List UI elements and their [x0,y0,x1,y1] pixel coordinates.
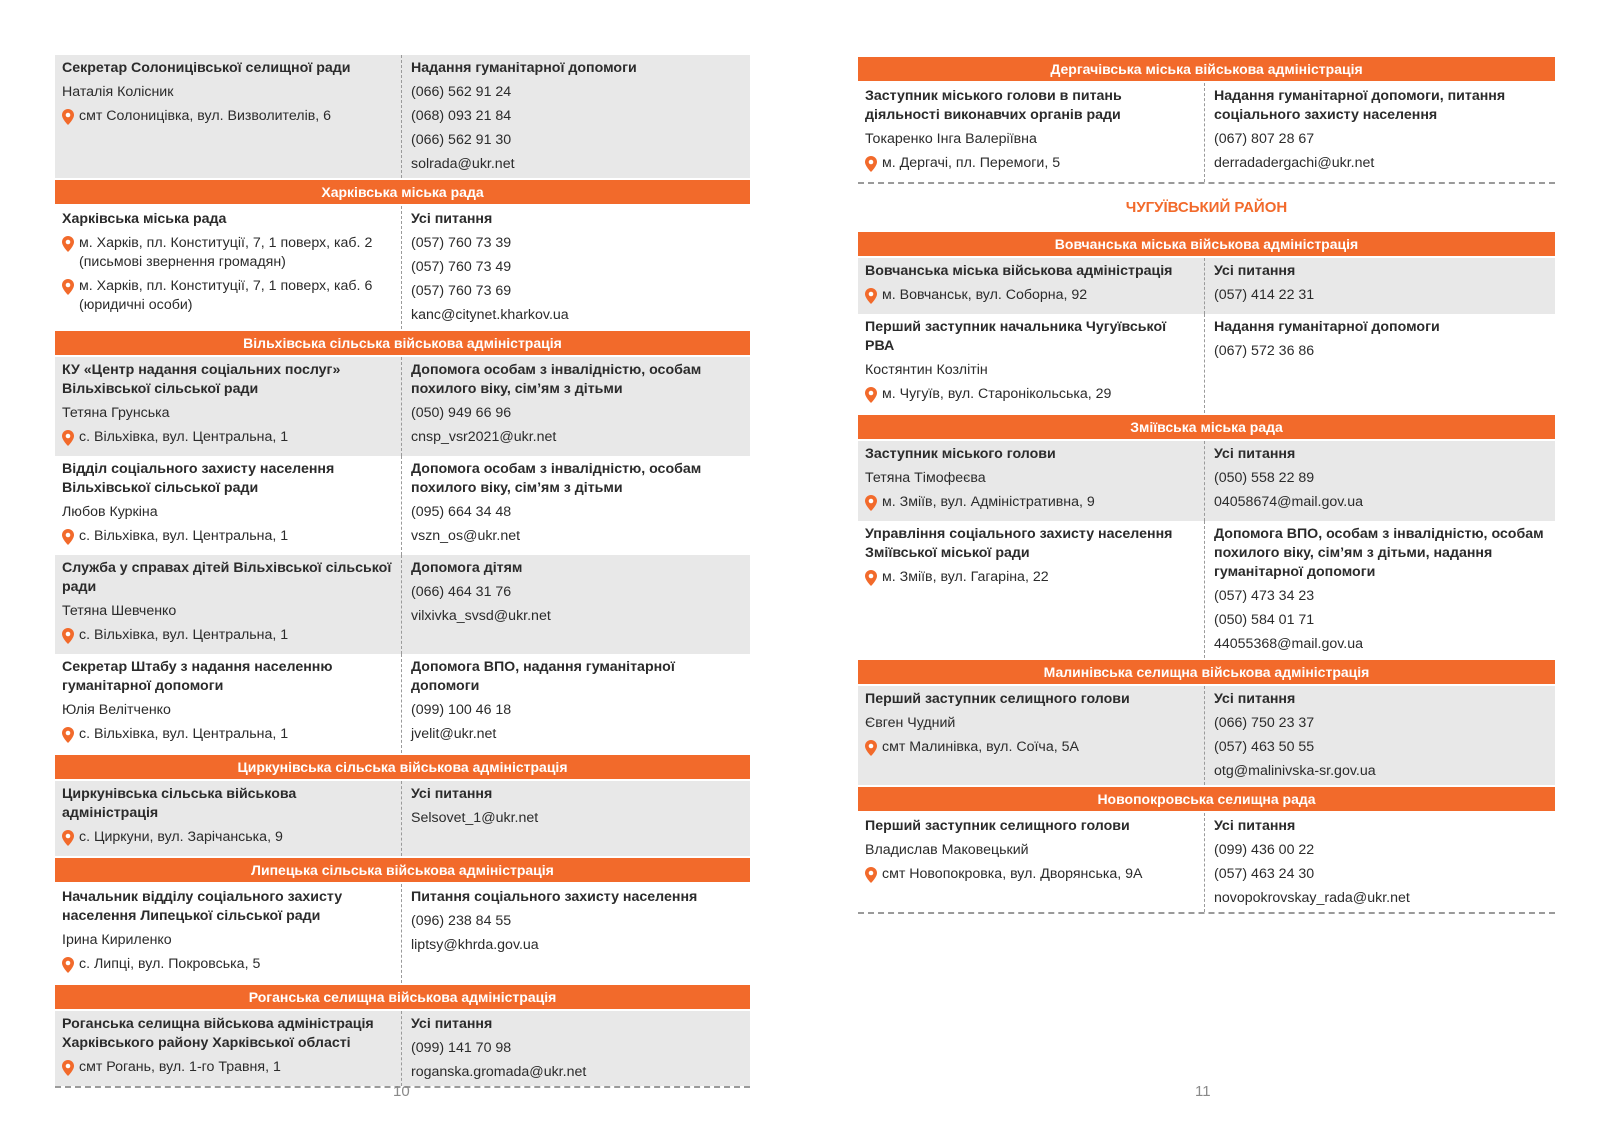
email-text[interactable]: jvelit@ukr.net [411,726,497,742]
email-text[interactable]: vszn_os@ukr.net [411,528,521,544]
phone-number: (057) 463 50 55 [1214,739,1315,755]
contact-cell [55,55,402,178]
phone-number: (068) 093 21 84 [411,108,512,124]
service-title: Допомога дітям [411,560,523,576]
services-cell [1205,83,1555,182]
services-cell [402,1011,750,1086]
phone-number: (067) 807 28 67 [1214,131,1315,147]
location-pin-icon [62,529,76,551]
phone-number: (066) 464 31 76 [411,584,512,600]
location-pin-icon [62,279,76,301]
email-text[interactable]: liptsy@khrda.gov.ua [411,937,539,953]
phone-number: (099) 100 46 18 [411,702,512,718]
contact-row [858,686,1555,785]
organization-title: Заступник міського голови в питань діяльності виконавчих органів ради [865,88,1122,123]
section-header: Циркунівська сільська військова адміністрація [55,755,750,779]
address-text: с. Циркуни, вул. Зарічанська, 9 [79,829,283,845]
page-right [858,55,1555,914]
phone-number: (067) 572 36 86 [1214,343,1315,359]
service-title: Усі питання [1214,691,1296,707]
service-title: Надання гуманітарної допомоги, питання соціального захисту населення [1214,88,1506,123]
organization-title: Секретар Штабу з надання населенню гуманітарної допомоги [62,659,333,694]
organization-title: Управління соціального захисту населення Зміївської міської ради [865,526,1173,561]
address-text: смт Солоницівка, вул. Визволителів, 6 [79,108,332,124]
services-cell [402,55,750,178]
address-text: м. Зміїв, вул. Адміністративна, 9 [882,494,1095,510]
address-text: с. Вільхівка, вул. Центральна, 1 [79,429,289,445]
service-title: Допомога ВПО, надання гуманітарної допомоги [411,659,675,694]
contact-cell [55,456,402,555]
phone-number: (050) 584 01 71 [1214,612,1315,628]
address-line [62,107,393,131]
contact-row [55,781,750,856]
phone-number: (057) 414 22 31 [1214,287,1315,303]
location-pin-icon [865,288,879,310]
address-text: с. Липці, вул. Покровська, 5 [79,956,261,972]
location-pin-icon [62,727,76,749]
contact-cell [55,654,402,753]
service-title: Допомога особам з інвалідністю, особам похилого віку, сім’ям з дітьми [411,362,702,397]
address-text: м. Дергачі, пл. Перемоги, 5 [882,155,1061,171]
services-cell [1205,314,1555,413]
services-cell [1205,521,1555,658]
dashed-divider [858,912,1555,914]
section-header: Малинівська селищна військова адміністрація [858,660,1555,684]
email-text[interactable]: kanc@citynet.kharkov.ua [411,307,569,323]
page-number-right: 11 [1195,1083,1211,1100]
contact-row [858,813,1555,912]
location-pin-icon [865,740,879,762]
address-text: с. Вільхівка, вул. Центральна, 1 [79,726,289,742]
page-left [55,55,750,1088]
organization-title: Циркунівська сільська військова адміністрація [62,786,297,821]
contact-row [55,55,750,178]
phone-number: (057) 760 73 69 [411,283,512,299]
location-pin-icon [62,236,76,258]
email-text[interactable]: solrada@ukr.net [411,156,515,172]
section-header: Липецька сільська військова адміністрація [55,858,750,882]
location-pin-icon [62,430,76,452]
contact-cell [55,555,402,654]
location-pin-icon [62,628,76,650]
services-cell [1205,258,1555,314]
section-header: Зміївська міська рада [858,415,1555,439]
contact-cell [858,441,1205,521]
phone-number: (066) 562 91 24 [411,84,512,100]
contact-row [55,206,750,329]
email-text[interactable]: roganska.gromada@ukr.net [411,1064,587,1080]
address-line [62,626,393,650]
location-pin-icon [62,1060,76,1082]
person-name: Токаренко Інга Валеріївна [865,131,1037,147]
address-text: м. Харків, пл. Конституції, 7, 1 поверх, каб. 2 (письмові звернення громадян) [79,235,373,270]
address-line [62,428,393,452]
address-text: с. Вільхівка, вул. Центральна, 1 [79,627,289,643]
contact-row [858,521,1555,658]
contact-row [858,441,1555,521]
organization-title: Секретар Солоницівської селищної ради [62,60,351,76]
contact-row [858,314,1555,413]
contact-cell [55,884,402,983]
address-text: м. Зміїв, вул. Гагаріна, 22 [882,569,1049,585]
services-cell [402,555,750,654]
contact-cell [858,813,1205,912]
person-name: Владислав Маковецький [865,842,1029,858]
location-pin-icon [62,109,76,131]
services-cell [1205,686,1555,785]
organization-title: Перший заступник селищного голови [865,691,1130,707]
services-cell [402,357,750,456]
location-pin-icon [62,830,76,852]
address-text: м. Вовчанськ, вул. Соборна, 92 [882,287,1088,303]
phone-number: (099) 141 70 98 [411,1040,512,1056]
phone-number: (095) 664 34 48 [411,504,512,520]
service-title: Усі питання [1214,263,1296,279]
person-name: Тетяна Шевченко [62,603,177,619]
person-name: Тетяна Тімофеєва [865,470,986,486]
person-name: Наталія Колісник [62,84,174,100]
person-name: Тетяна Грунська [62,405,170,421]
contact-cell [858,83,1205,182]
contact-cell [55,206,402,329]
organization-title: Відділ соціального захисту населення Вільхівської сільської ради [62,461,335,496]
address-text: смт Малинівка, вул. Соїча, 5А [882,739,1079,755]
address-line [865,738,1196,762]
organization-title: Роганська селищна військова адміністрація Харківського району Харківської області [62,1016,374,1051]
services-cell [402,654,750,753]
address-line [62,527,393,551]
location-pin-icon [62,957,76,979]
contact-cell [858,314,1205,413]
services-cell [402,781,750,856]
contact-row [55,456,750,555]
address-line [62,234,393,272]
section-header: Харківська міська рада [55,180,750,204]
address-line [865,493,1196,517]
contact-row [55,884,750,983]
address-line [865,865,1196,889]
contact-cell [858,686,1205,785]
organization-title: Вовчанська міська військова адміністрація [865,263,1173,279]
email-text[interactable]: derradadergachi@ukr.net [1214,155,1375,171]
service-title: Допомога ВПО, особам з інвалідністю, особам похилого віку, сім’ям з дітьми, надання гуманітарної допомоги [1214,526,1544,580]
email-text[interactable]: otg@malinivska-sr.gov.ua [1214,763,1376,779]
phone-number: (050) 949 66 96 [411,405,512,421]
organization-title: Заступник міського голови [865,446,1056,462]
location-pin-icon [865,156,879,178]
email-text[interactable]: 04058674@mail.gov.ua [1214,494,1364,510]
location-pin-icon [865,570,879,592]
email-text[interactable]: 44055368@mail.gov.ua [1214,636,1364,652]
location-pin-icon [865,867,879,889]
address-line [62,955,393,979]
address-text: смт Новопокровка, вул. Дворянська, 9А [882,866,1143,882]
address-line [865,385,1196,409]
address-line [865,154,1196,178]
section-header: Вільхівська сільська військова адміністрація [55,331,750,355]
service-title: Усі питання [411,211,493,227]
address-line [62,1058,393,1082]
section-header: Дергачівська міська військова адміністрація [858,57,1555,81]
location-pin-icon [865,495,879,517]
district-title: ЧУГУЇВСЬКИЙ РАЙОН [1125,199,1288,216]
address-line [865,286,1196,310]
phone-number: (057) 760 73 39 [411,235,512,251]
section-header: Роганська селищна військова адміністрація [55,985,750,1009]
contact-row [55,357,750,456]
person-name: Костянтин Козлітін [865,362,988,378]
organization-title: Перший заступник начальника Чугуївської РВА [865,319,1167,354]
service-title: Надання гуманітарної допомоги [411,60,637,76]
email-text[interactable]: Selsovet_1@ukr.net [411,810,539,826]
contact-row [858,258,1555,314]
phone-number: (057) 463 24 30 [1214,866,1315,882]
section-header: Новопокровська селищна рада [858,787,1555,811]
phone-number: (050) 558 22 89 [1214,470,1315,486]
address-line [62,725,393,749]
phone-number: (066) 562 91 30 [411,132,512,148]
service-title: Питання соціального захисту населення [411,889,698,905]
contact-row [55,555,750,654]
phone-number: (057) 473 34 23 [1214,588,1315,604]
phone-number: (099) 436 00 22 [1214,842,1315,858]
email-text[interactable]: vilxivka_svsd@ukr.net [411,608,551,624]
address-line [62,828,393,852]
services-cell [1205,441,1555,521]
contact-row [55,654,750,753]
person-name: Ірина Кириленко [62,932,172,948]
location-pin-icon [865,387,879,409]
phone-number: (066) 750 23 37 [1214,715,1315,731]
person-name: Любов Куркіна [62,504,158,520]
contact-cell [55,781,402,856]
service-title: Усі питання [411,786,493,802]
services-cell [402,206,750,329]
organization-title: Харківська міська рада [62,211,227,227]
contact-row [55,1011,750,1086]
person-name: Юлія Велітченко [62,702,171,718]
service-title: Усі питання [411,1016,493,1032]
services-cell [402,884,750,983]
address-line [865,568,1196,592]
address-text: с. Вільхівка, вул. Центральна, 1 [79,528,289,544]
contact-row [858,83,1555,182]
organization-title: Служба у справах дітей Вільхівської сільської ради [62,560,392,595]
address-line [62,277,393,315]
services-cell [1205,813,1555,912]
contact-cell [55,1011,402,1086]
contact-cell [858,258,1205,314]
address-text: м. Чугуїв, вул. Старонікольська, 29 [882,386,1112,402]
service-title: Надання гуманітарної допомоги [1214,319,1440,335]
section-header: Вовчанська міська військова адміністрація [858,232,1555,256]
person-name: Євген Чудний [865,715,956,731]
organization-title: КУ «Центр надання соціальних послуг» Вільхівської сільської ради [62,362,341,397]
page-number-left: 10 [393,1083,410,1100]
email-text[interactable]: cnsp_vsr2021@ukr.net [411,429,557,445]
email-text[interactable]: novopokrovskay_rada@ukr.net [1214,890,1410,906]
phone-number: (096) 238 84 55 [411,913,512,929]
service-title: Усі питання [1214,446,1296,462]
address-text: м. Харків, пл. Конституції, 7, 1 поверх, каб. 6 (юридичні особи) [79,278,373,313]
contact-cell [55,357,402,456]
contact-cell [858,521,1205,658]
phone-number: (057) 760 73 49 [411,259,512,275]
service-title: Допомога особам з інвалідністю, особам похилого віку, сім’ям з дітьми [411,461,702,496]
organization-title: Перший заступник селищного голови [865,818,1130,834]
organization-title: Начальник відділу соціального захисту населення Липецької сільської ради [62,889,343,924]
address-text: смт Рогань, вул. 1-го Травня, 1 [79,1059,281,1075]
service-title: Усі питання [1214,818,1296,834]
services-cell [402,456,750,555]
